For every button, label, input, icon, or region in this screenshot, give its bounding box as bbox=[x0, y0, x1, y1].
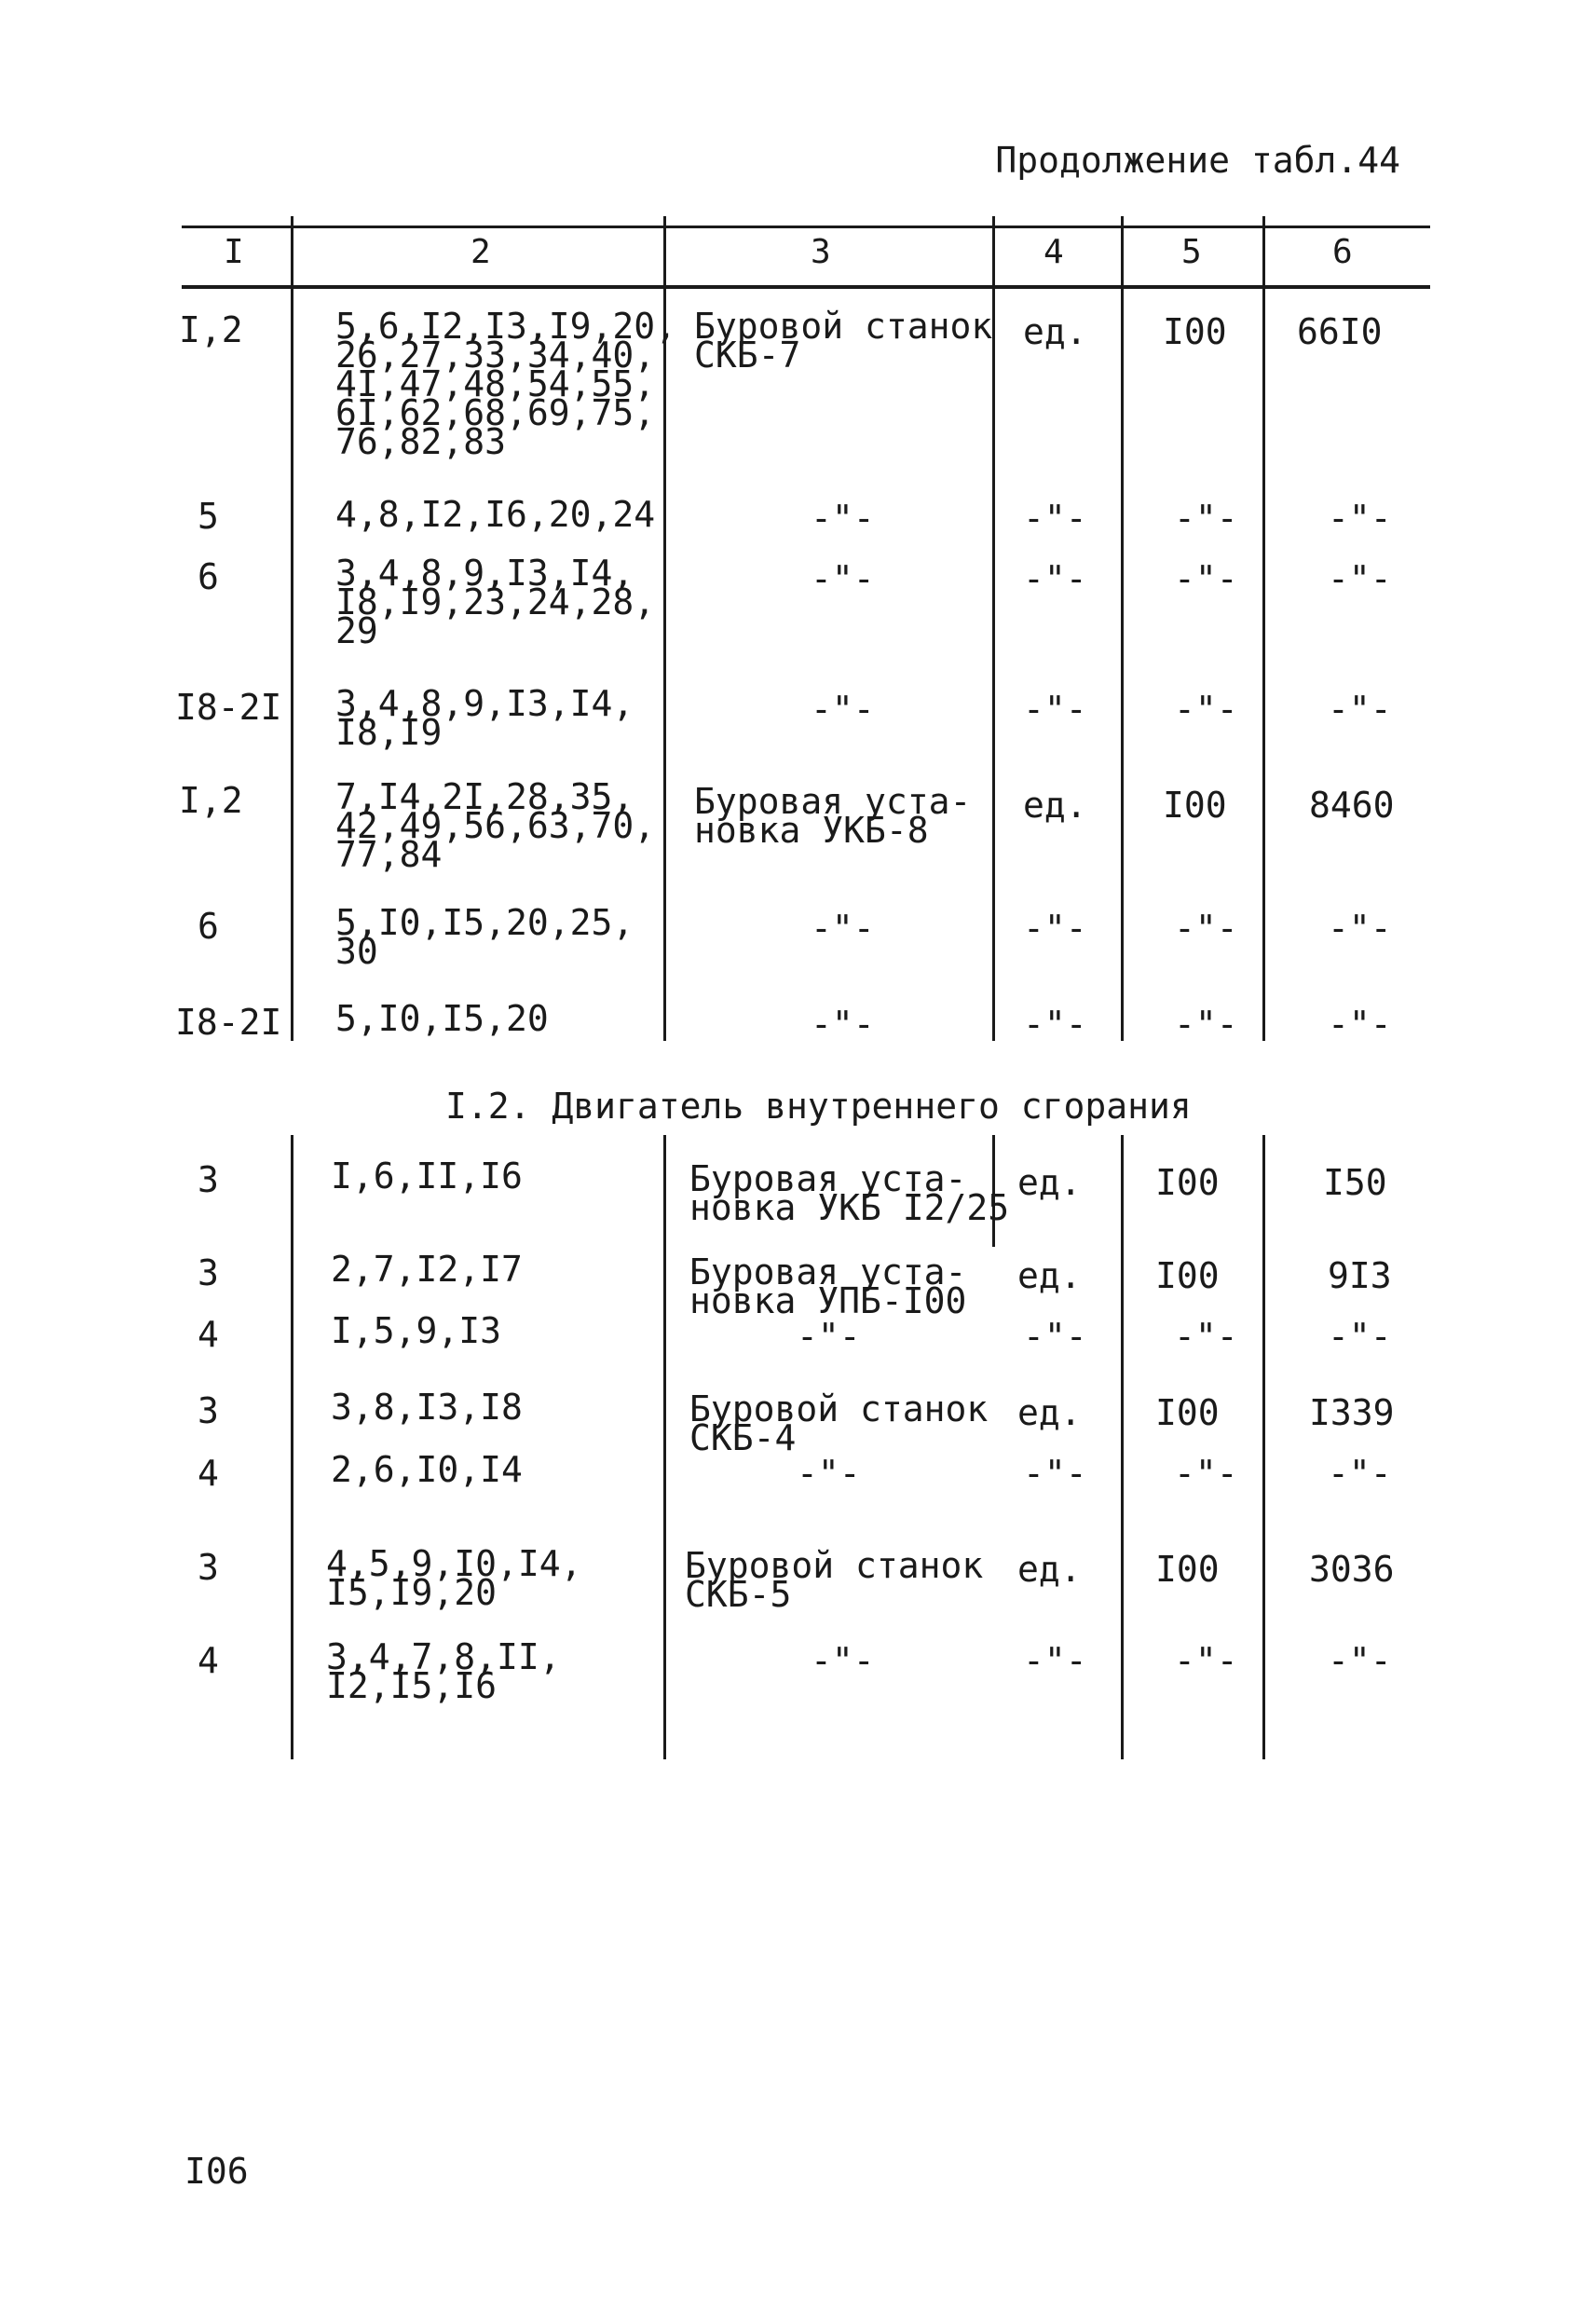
cell-c6: I339 bbox=[1309, 1392, 1395, 1433]
cell-c6: -"- bbox=[1328, 1640, 1392, 1681]
col-header-2: 2 bbox=[471, 233, 491, 271]
cell-c4: ед. bbox=[1023, 311, 1087, 352]
cell-c4: -"- bbox=[1023, 1453, 1087, 1494]
column-divider bbox=[1121, 216, 1124, 1041]
cell-c3: Буровая уста- новка УКБ-8 bbox=[694, 781, 972, 851]
cell-c5: I00 bbox=[1163, 311, 1227, 352]
col-header-6: 6 bbox=[1332, 233, 1353, 271]
column-divider bbox=[1121, 1135, 1124, 1759]
cell-c4: -"- bbox=[1023, 1004, 1087, 1045]
cell-c1: 6 bbox=[198, 906, 219, 947]
cell-c1: 3 bbox=[198, 1547, 219, 1588]
cell-c2: 2,6,I0,I4 bbox=[331, 1449, 523, 1490]
cell-c5: -"- bbox=[1174, 1316, 1238, 1357]
cell-c1: 4 bbox=[198, 1640, 219, 1681]
cell-c5: I00 bbox=[1155, 1162, 1220, 1203]
cell-c2: 5,I0,I5,20 bbox=[335, 998, 549, 1039]
cell-c3: -"- bbox=[797, 1453, 861, 1494]
cell-c1: 5 bbox=[198, 496, 219, 537]
page-number: I06 bbox=[184, 2151, 249, 2192]
cell-c3: -"- bbox=[811, 558, 875, 599]
cell-c4: -"- bbox=[1023, 498, 1087, 539]
cell-c3: -"- bbox=[797, 1316, 861, 1357]
table-caption: Продолжение табл.44 bbox=[995, 140, 1400, 181]
cell-c6: -"- bbox=[1328, 498, 1392, 539]
cell-c1: 4 bbox=[198, 1453, 219, 1494]
column-divider bbox=[992, 216, 995, 1041]
cell-c2: 3,4,7,8,II, I2,I5,I6 bbox=[326, 1636, 561, 1706]
cell-c5: -"- bbox=[1174, 908, 1238, 949]
cell-c3: Буровой станок СКБ-7 bbox=[694, 306, 993, 376]
cell-c1: I,2 bbox=[179, 780, 243, 821]
cell-c3: -"- bbox=[811, 1640, 875, 1681]
cell-c3: Буровой станок СКБ-4 bbox=[689, 1388, 989, 1458]
cell-c4: ед. bbox=[1023, 785, 1087, 826]
cell-c1: 3 bbox=[198, 1159, 219, 1200]
column-divider bbox=[1262, 1135, 1265, 1759]
cell-c5: I00 bbox=[1163, 785, 1227, 826]
cell-c3: -"- bbox=[811, 1004, 875, 1045]
cell-c3: Буровой станок СКБ-5 bbox=[685, 1545, 984, 1615]
cell-c3: -"- bbox=[811, 908, 875, 949]
cell-c2: 4,5,9,I0,I4, I5,I9,20 bbox=[326, 1543, 582, 1613]
cell-c6: -"- bbox=[1328, 1004, 1392, 1045]
cell-c6: 3036 bbox=[1309, 1549, 1395, 1590]
cell-c2: 3,4,8,9,I3,I4, I8,I9 bbox=[335, 683, 634, 753]
col-header-1: I bbox=[224, 233, 244, 271]
cell-c3: -"- bbox=[811, 498, 875, 539]
cell-c6: -"- bbox=[1328, 908, 1392, 949]
cell-c5: -"- bbox=[1174, 1004, 1238, 1045]
cell-c5: I00 bbox=[1155, 1549, 1220, 1590]
cell-c4: -"- bbox=[1023, 908, 1087, 949]
cell-c2: 2,7,I2,I7 bbox=[331, 1249, 523, 1290]
cell-c5: -"- bbox=[1174, 689, 1238, 730]
cell-c3: Буровая уста- новка УПБ-I00 bbox=[689, 1251, 967, 1321]
cell-c4: -"- bbox=[1023, 558, 1087, 599]
cell-c5: -"- bbox=[1174, 498, 1238, 539]
cell-c4: ед. bbox=[1017, 1392, 1082, 1433]
cell-c4: ед. bbox=[1017, 1255, 1082, 1296]
cell-c1: I8-2I bbox=[175, 687, 282, 728]
cell-c2: 4,8,I2,I6,20,24 bbox=[335, 494, 656, 535]
cell-c6: -"- bbox=[1328, 558, 1392, 599]
cell-c4: -"- bbox=[1023, 1640, 1087, 1681]
cell-c3: Буровая уста- новка УКБ I2/25 bbox=[689, 1158, 1010, 1228]
cell-c4: ед. bbox=[1017, 1162, 1082, 1203]
header-top-rule bbox=[182, 226, 1430, 228]
cell-c5: -"- bbox=[1174, 1640, 1238, 1681]
cell-c6: I50 bbox=[1323, 1162, 1387, 1203]
cell-c3: -"- bbox=[811, 689, 875, 730]
cell-c1: 4 bbox=[198, 1314, 219, 1355]
column-divider bbox=[291, 216, 293, 1041]
cell-c1: 6 bbox=[198, 556, 219, 597]
cell-c1: 3 bbox=[198, 1390, 219, 1431]
cell-c2: 3,4,8,9,I3,I4, I8,I9,23,24,28, 29 bbox=[335, 553, 656, 651]
column-divider bbox=[291, 1135, 293, 1759]
cell-c1: I,2 bbox=[179, 309, 243, 350]
cell-c5: -"- bbox=[1174, 1453, 1238, 1494]
cell-c6: 8460 bbox=[1309, 785, 1395, 826]
cell-c6: 66I0 bbox=[1297, 311, 1383, 352]
cell-c4: ед. bbox=[1017, 1549, 1082, 1590]
cell-c2: 3,8,I3,I8 bbox=[331, 1387, 523, 1428]
cell-c4: -"- bbox=[1023, 1316, 1087, 1357]
cell-c4: -"- bbox=[1023, 689, 1087, 730]
col-header-4: 4 bbox=[1044, 233, 1064, 271]
cell-c2: 7,I4,2I,28,35, 42,49,56,63,70, 77,84 bbox=[335, 776, 656, 875]
cell-c2: I,5,9,I3 bbox=[331, 1310, 502, 1351]
col-header-5: 5 bbox=[1181, 233, 1202, 271]
col-header-3: 3 bbox=[811, 233, 831, 271]
header-bottom-rule bbox=[182, 285, 1430, 289]
cell-c1: I8-2I bbox=[175, 1002, 282, 1043]
cell-c2: 5,6,I2,I3,I9,20, 26,27,33,34,40, 4I,47,48,54,55, 6I,62,68,69,75, 76,82,83 bbox=[335, 306, 677, 462]
cell-c5: I00 bbox=[1155, 1255, 1220, 1296]
cell-c1: 3 bbox=[198, 1252, 219, 1293]
section-title: I.2. Двигатель внутреннего сгорания bbox=[445, 1086, 1192, 1127]
cell-c6: 9I3 bbox=[1328, 1255, 1392, 1296]
cell-c6: -"- bbox=[1328, 1453, 1392, 1494]
cell-c2: 5,I0,I5,20,25, 30 bbox=[335, 902, 634, 972]
cell-c6: -"- bbox=[1328, 1316, 1392, 1357]
cell-c5: -"- bbox=[1174, 558, 1238, 599]
column-divider bbox=[1262, 216, 1265, 1041]
column-divider bbox=[663, 1135, 666, 1759]
cell-c2: I,6,II,I6 bbox=[331, 1156, 523, 1197]
cell-c6: -"- bbox=[1328, 689, 1392, 730]
cell-c5: I00 bbox=[1155, 1392, 1220, 1433]
